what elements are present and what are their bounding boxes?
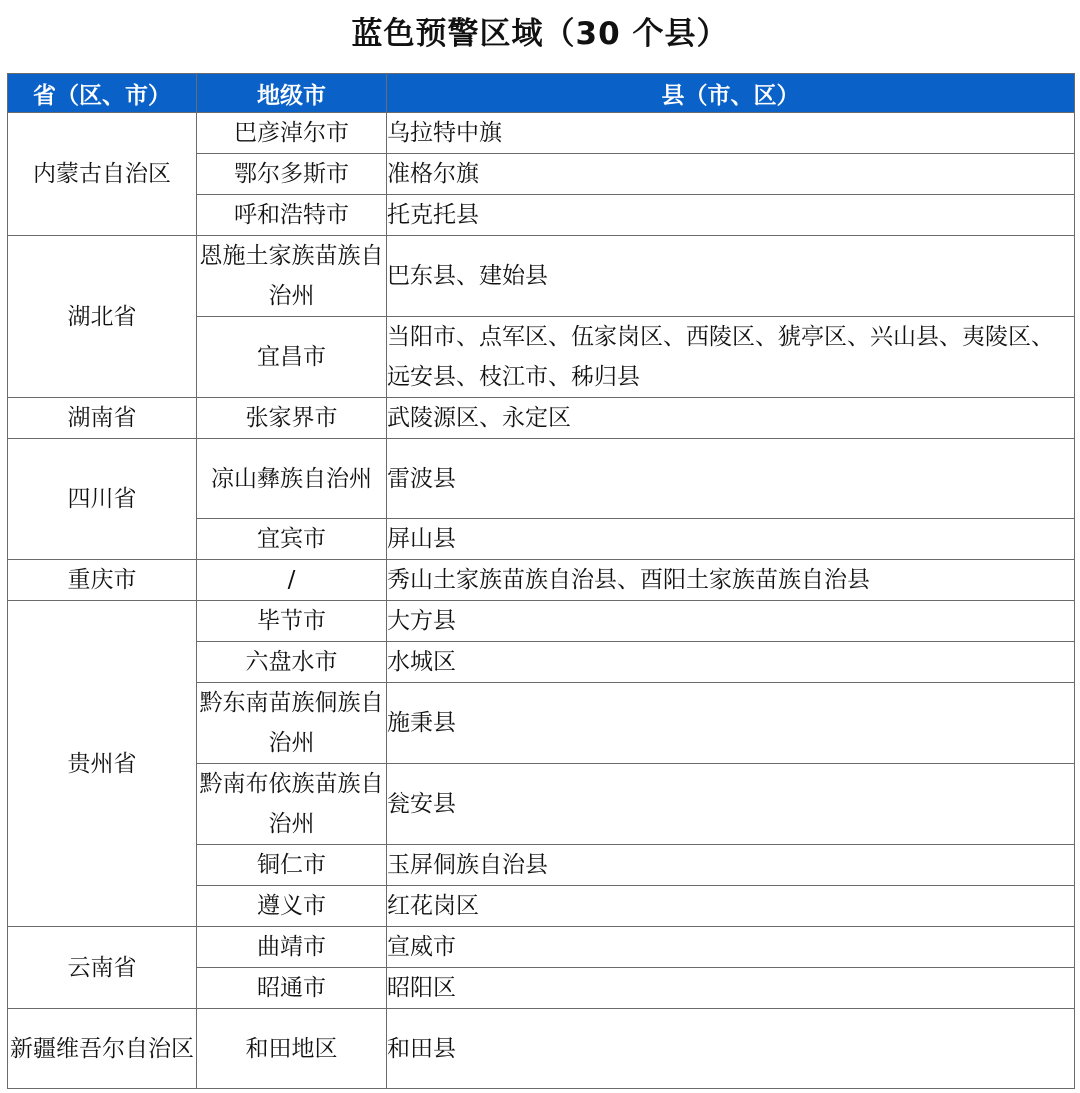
county-cell: 托克托县 bbox=[387, 195, 1075, 236]
table-row bbox=[8, 560, 1075, 601]
city-cell: 曲靖市 bbox=[197, 927, 387, 968]
city-cell: 张家界市 bbox=[197, 398, 387, 439]
header-row bbox=[8, 74, 1075, 113]
province-cell: 四川省 bbox=[8, 439, 197, 560]
table-row bbox=[8, 113, 1075, 154]
city-cell: 宜宾市 bbox=[197, 519, 387, 560]
city-cell: 呼和浩特市 bbox=[197, 195, 387, 236]
table-row bbox=[8, 927, 1075, 968]
county-cell: 和田县 bbox=[387, 1009, 1075, 1089]
province-cell: 新疆维吾尔自治区 bbox=[8, 1009, 197, 1089]
table-row bbox=[8, 1009, 1075, 1089]
county-cell: 准格尔旗 bbox=[387, 154, 1075, 195]
province-cell: 贵州省 bbox=[8, 601, 197, 927]
county-cell: 武陵源区、永定区 bbox=[387, 398, 1075, 439]
county-cell: 秀山土家族苗族自治县、酉阳土家族苗族自治县 bbox=[387, 560, 1075, 601]
county-cell: 瓮安县 bbox=[387, 764, 1075, 845]
city-cell: 铜仁市 bbox=[197, 845, 387, 886]
city-cell: 和田地区 bbox=[197, 1009, 387, 1089]
county-cell: 宣威市 bbox=[387, 927, 1075, 968]
table-row bbox=[8, 236, 1075, 317]
province-cell: 重庆市 bbox=[8, 560, 197, 601]
county-cell: 乌拉特中旗 bbox=[387, 113, 1075, 154]
header-province: 省（区、市） bbox=[8, 74, 197, 113]
table-row bbox=[8, 601, 1075, 642]
county-cell: 红花岗区 bbox=[387, 886, 1075, 927]
county-cell: 施秉县 bbox=[387, 683, 1075, 764]
city-cell: 恩施土家族苗族自治州 bbox=[197, 236, 387, 317]
city-cell: 凉山彝族自治州 bbox=[197, 439, 387, 519]
city-cell: 宜昌市 bbox=[197, 317, 387, 398]
county-cell: 昭阳区 bbox=[387, 968, 1075, 1009]
warning-region-table bbox=[7, 73, 1075, 1089]
county-cell: 水城区 bbox=[387, 642, 1075, 683]
city-cell: 黔东南苗族侗族自治州 bbox=[197, 683, 387, 764]
city-cell: 遵义市 bbox=[197, 886, 387, 927]
header-county: 县（市、区） bbox=[387, 74, 1075, 113]
city-cell: 巴彦淖尔市 bbox=[197, 113, 387, 154]
city-cell: 六盘水市 bbox=[197, 642, 387, 683]
county-cell: 当阳市、点军区、伍家岗区、西陵区、猇亭区、兴山县、夷陵区、远安县、枝江市、秭归县 bbox=[387, 317, 1075, 398]
city-cell: 黔南布依族苗族自治州 bbox=[197, 764, 387, 845]
province-cell: 内蒙古自治区 bbox=[8, 113, 197, 236]
city-cell: 毕节市 bbox=[197, 601, 387, 642]
page-title: 蓝色预警区域（30 个县） bbox=[351, 16, 729, 52]
county-cell: 屏山县 bbox=[387, 519, 1075, 560]
table-row bbox=[8, 439, 1075, 519]
city-cell: 昭通市 bbox=[197, 968, 387, 1009]
header-city: 地级市 bbox=[197, 74, 387, 113]
province-cell: 云南省 bbox=[8, 927, 197, 1009]
county-cell: 大方县 bbox=[387, 601, 1075, 642]
county-cell: 玉屏侗族自治县 bbox=[387, 845, 1075, 886]
city-cell: / bbox=[197, 560, 387, 601]
county-cell: 雷波县 bbox=[387, 439, 1075, 519]
province-cell: 湖北省 bbox=[8, 236, 197, 398]
county-cell: 巴东县、建始县 bbox=[387, 236, 1075, 317]
table-row bbox=[8, 398, 1075, 439]
province-cell: 湖南省 bbox=[8, 398, 197, 439]
city-cell: 鄂尔多斯市 bbox=[197, 154, 387, 195]
